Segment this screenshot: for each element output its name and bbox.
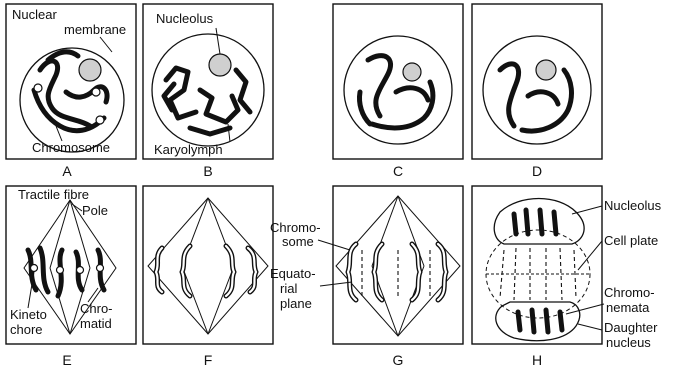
- panel-d-nucleolus: [536, 60, 556, 80]
- label-chromo-h: Chromo-: [604, 285, 655, 300]
- panel-c-nucleolus: [403, 63, 421, 81]
- label-cell-plate: Cell plate: [604, 233, 659, 248]
- label-chro: Chro-: [80, 301, 113, 316]
- panel-h-chromonema: [554, 212, 556, 234]
- panel-a-caption: A: [62, 163, 72, 179]
- panel-g-caption: G: [392, 352, 404, 368]
- label-membrane: membrane: [64, 22, 127, 37]
- label-equato: Equato-: [270, 266, 316, 281]
- panel-h: [472, 186, 662, 368]
- panel-a: [6, 4, 136, 179]
- panel-h-chromonema: [540, 210, 542, 234]
- panel-a-chromomere: [92, 88, 100, 96]
- label-chromo-g: Chromo-: [270, 220, 321, 235]
- label-kineto: Kineto: [10, 307, 47, 322]
- panel-c-frame: [333, 4, 463, 159]
- label-matid: matid: [80, 316, 112, 331]
- panel-e-kinetochore: [97, 265, 104, 272]
- panel-d-frame: [472, 4, 602, 159]
- panel-h-chromonema: [560, 312, 562, 330]
- panel-b: [143, 4, 273, 179]
- label-nuclear: Nuclear: [12, 7, 57, 22]
- panel-e-kinetochore: [31, 265, 38, 272]
- panel-b-nucleolus: [209, 54, 231, 76]
- panel-c: [333, 4, 463, 179]
- panel-f-caption: F: [203, 352, 213, 368]
- label-nemata: nemata: [606, 300, 650, 315]
- panel-h-caption: H: [531, 352, 543, 368]
- panel-e-kinetochore: [77, 267, 84, 274]
- label-nucleolus-h: Nucleolus: [604, 198, 662, 213]
- panel-g: [270, 186, 463, 368]
- label-chore: chore: [10, 322, 43, 337]
- panel-h-chromonema: [518, 312, 520, 330]
- label-some-g: some: [282, 234, 314, 249]
- panel-h-chromonema: [526, 210, 528, 234]
- panel-e-caption: E: [62, 352, 72, 368]
- label-karyolymph: Karyolymph: [154, 142, 223, 157]
- label-rial: rial: [280, 281, 298, 296]
- panel-a-chromomere: [96, 116, 104, 124]
- panel-b-caption: B: [203, 163, 213, 179]
- panel-h-chromonema: [532, 310, 534, 332]
- panel-e: [6, 186, 136, 368]
- panel-d-caption: D: [531, 163, 543, 179]
- label-tractile-fibre: Tractile fibre: [18, 187, 90, 202]
- panel-d: [472, 4, 602, 179]
- panel-a-chromomere: [34, 84, 42, 92]
- label-nucleolus-b: Nucleolus: [156, 11, 214, 26]
- label-nucleus: nucleus: [606, 335, 651, 350]
- label-plane: plane: [280, 296, 312, 311]
- panel-e-kinetochore: [57, 267, 64, 274]
- panel-f: [143, 186, 273, 368]
- panel-c-caption: C: [392, 163, 404, 179]
- panel-h-chromonema: [514, 214, 516, 234]
- label-daughter: Daughter: [604, 320, 658, 335]
- label-pole: Pole: [82, 203, 109, 218]
- panel-a-nucleolus: [79, 59, 101, 81]
- panel-h-chromonema: [546, 310, 548, 332]
- label-chromosome: Chromosome: [32, 140, 111, 155]
